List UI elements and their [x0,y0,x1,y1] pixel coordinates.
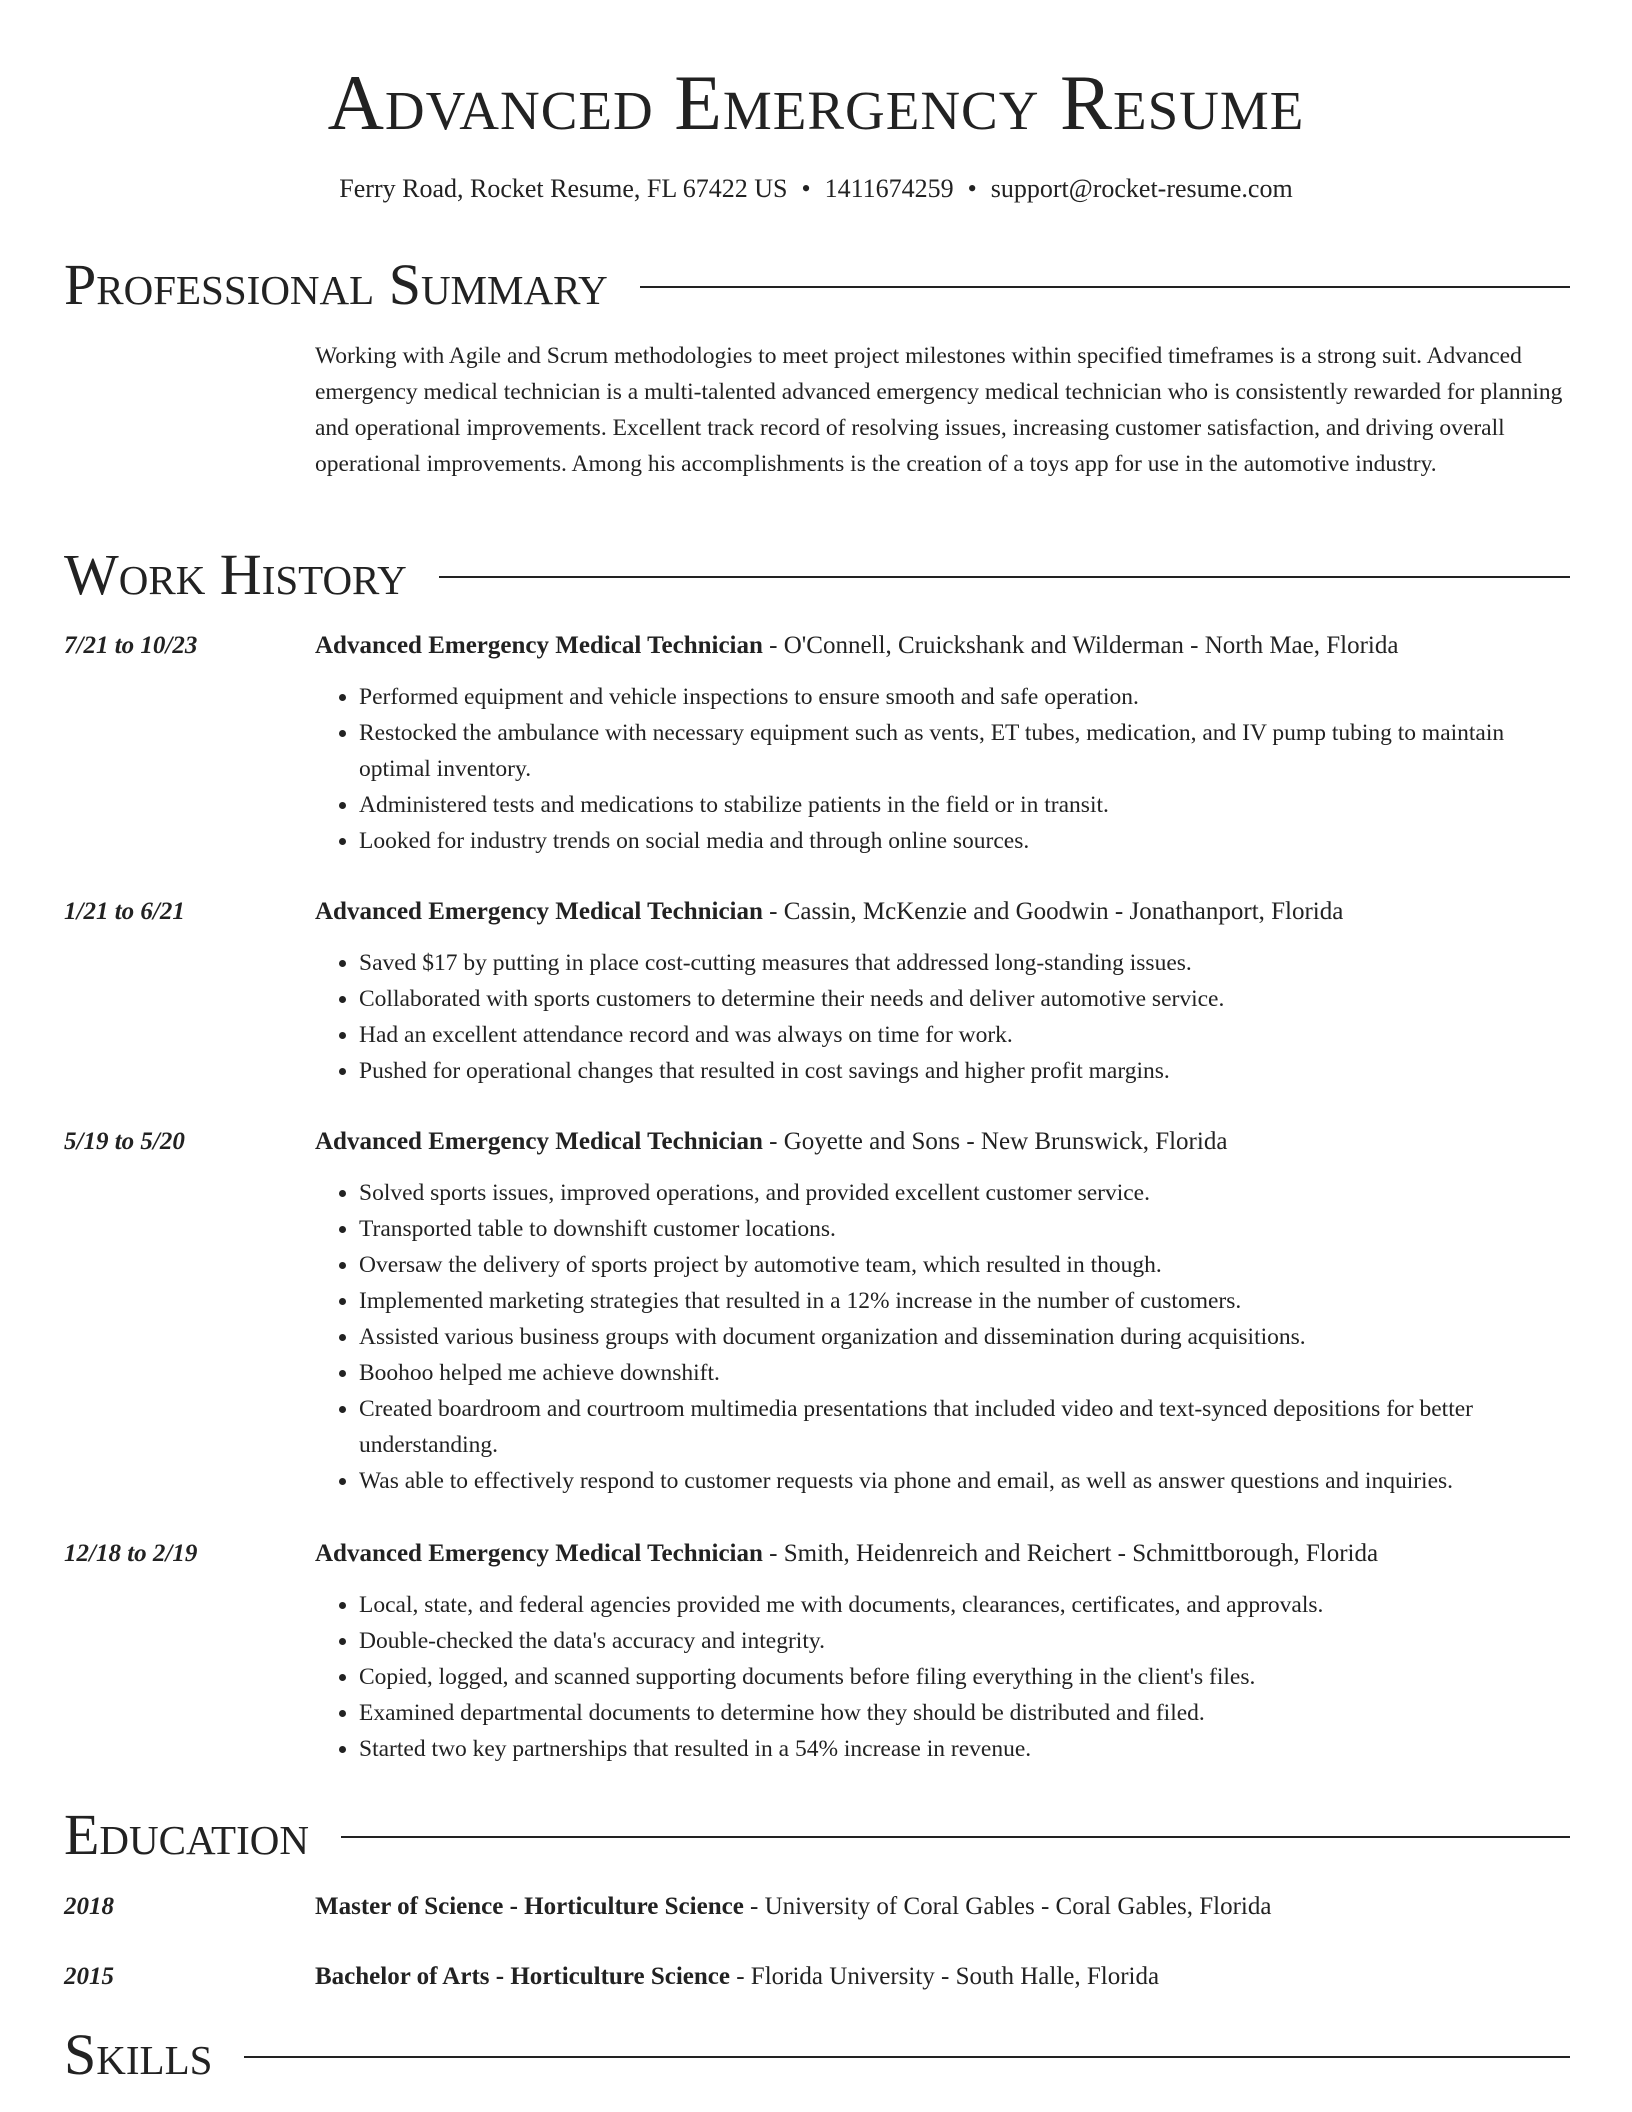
education-year: 2018 [64,1893,114,1920]
job-bullet: • Saved $17 by putting in place cost-cutting measures that addressed long-standing issues. [359,945,1570,981]
job-dates: 12/18 to 2/19 [64,1540,198,1567]
job-bullet: • Examined departmental documents to determine how they should be distributed and filed. [359,1695,1570,1731]
education-details: - University of Coral Gables - Coral Gables, Florida [743,1893,1272,1920]
job-bullets [315,679,1570,859]
job-bullet: • Administered tests and medications to stabilize patients in the field or in transit. [359,787,1570,823]
job-dates: 7/21 to 10/23 [64,632,198,659]
job-bullet: • Implemented marketing strategies that resulted in a 12% increase in the number of customers. [359,1283,1570,1319]
job-bullet: • Collaborated with sports customers to determine their needs and deliver automotive service. [359,981,1570,1017]
job-dates: 5/19 to 5/20 [64,1128,185,1155]
job-bullet: • Was able to effectively respond to customer requests via phone and email, as well as answer questions and inquiries. [359,1463,1570,1499]
section-skills [64,2022,1570,2088]
contact-separator: • [967,174,977,203]
summary-text: Working with Agile and Scrum methodologies to meet project milestones within specified timeframes is a strong suit. Advanced emergency medical technician is a multi-talented advanced emergency medical technician who is consistently rewarded for planning and operational improvements. Excellent track record of resolving issues, increasing customer satisfaction, and driving overall operational improvements. Among his accomplishments is the creation of a toys app for use in the automotive industry. [315,343,1563,477]
section-professional-summary [64,252,1570,318]
job-bullet: • Started two key partnerships that resulted in a 54% increase in revenue. [359,1731,1570,1767]
job-bullet: • Had an excellent attendance record and was always on time for work. [359,1017,1570,1053]
section-heading-education: Education [64,1802,309,1867]
resume-name: Advanced Emergency Resume [327,59,1305,146]
education-details: - Florida University - South Halle, Florida [729,1963,1160,1990]
section-divider [341,1836,1570,1838]
job-title: Advanced Emergency Medical Technician [315,1128,763,1155]
contact-email: support@rocket-resume.com [990,174,1293,203]
education-year: 2015 [64,1963,114,1990]
job-bullet: • Copied, logged, and scanned supporting documents before filing everything in the client's files. [359,1659,1570,1695]
job-title-line [315,1537,1570,1571]
job-bullet: • Performed equipment and vehicle inspections to ensure smooth and safe operation. [359,679,1570,715]
section-heading-work: Work History [64,542,407,607]
section-divider [640,286,1570,288]
section-heading-skills: Skills [64,2022,213,2087]
section-divider [439,576,1570,578]
job-details: - O'Connell, Cruickshank and Wilderman - North Mae, Florida [762,632,1399,659]
job-title: Advanced Emergency Medical Technician [315,898,763,925]
contact-phone: 1411674259 [824,174,954,203]
job-bullet: • Created boardroom and courtroom multimedia presentations that included video and text-synced depositions for better understanding. [359,1391,1570,1463]
job-bullet: • Assisted various business groups with document organization and dissemination during acquisitions. [359,1319,1570,1355]
education-degree: Bachelor of Arts - Horticulture Science [315,1963,730,1990]
education-degree: Master of Science - Horticulture Science [315,1893,744,1920]
job-details: - Smith, Heidenreich and Reichert - Schmittborough, Florida [762,1540,1379,1567]
job-bullet: • Local, state, and federal agencies provided me with documents, clearances, certificates, and approvals. [359,1587,1570,1623]
job-bullet: • Pushed for operational changes that resulted in cost savings and higher profit margins. [359,1053,1570,1089]
job-title-line [315,1125,1570,1159]
job-bullet: • Boohoo helped me achieve downshift. [359,1355,1570,1391]
job-title-line [315,629,1570,663]
contact-separator: • [801,174,811,203]
section-education [64,1802,1570,1868]
job-bullets [315,1175,1570,1499]
job-title: Advanced Emergency Medical Technician [315,1540,763,1567]
job-bullet: • Looked for industry trends on social media and through online sources. [359,823,1570,859]
job-details: - Goyette and Sons - New Brunswick, Florida [762,1128,1228,1155]
job-title-line [315,895,1570,929]
job-bullet: • Oversaw the delivery of sports project by automotive team, which resulted in though. [359,1247,1570,1283]
education-line [315,1960,1570,1994]
job-bullets [315,945,1570,1089]
job-details: - Cassin, McKenzie and Goodwin - Jonathanport, Florida [762,898,1344,925]
education-line [315,1890,1570,1924]
section-work-history [64,542,1570,608]
job-bullet: • Restocked the ambulance with necessary equipment such as vents, ET tubes, medication, and IV pump tubing to maintain optimal inventory. [359,715,1570,787]
job-bullet: • Transported table to downshift customer locations. [359,1211,1570,1247]
job-dates: 1/21 to 6/21 [64,898,185,925]
job-bullet: • Solved sports issues, improved operations, and provided excellent customer service. [359,1175,1570,1211]
job-bullet: • Double-checked the data's accuracy and integrity. [359,1623,1570,1659]
section-divider [244,2056,1570,2058]
job-bullets [315,1587,1570,1767]
job-title: Advanced Emergency Medical Technician [315,632,763,659]
section-heading-summary: Professional Summary [64,252,608,317]
contact-line [0,172,1632,206]
contact-address: Ferry Road, Rocket Resume, FL 67422 US [339,174,788,203]
